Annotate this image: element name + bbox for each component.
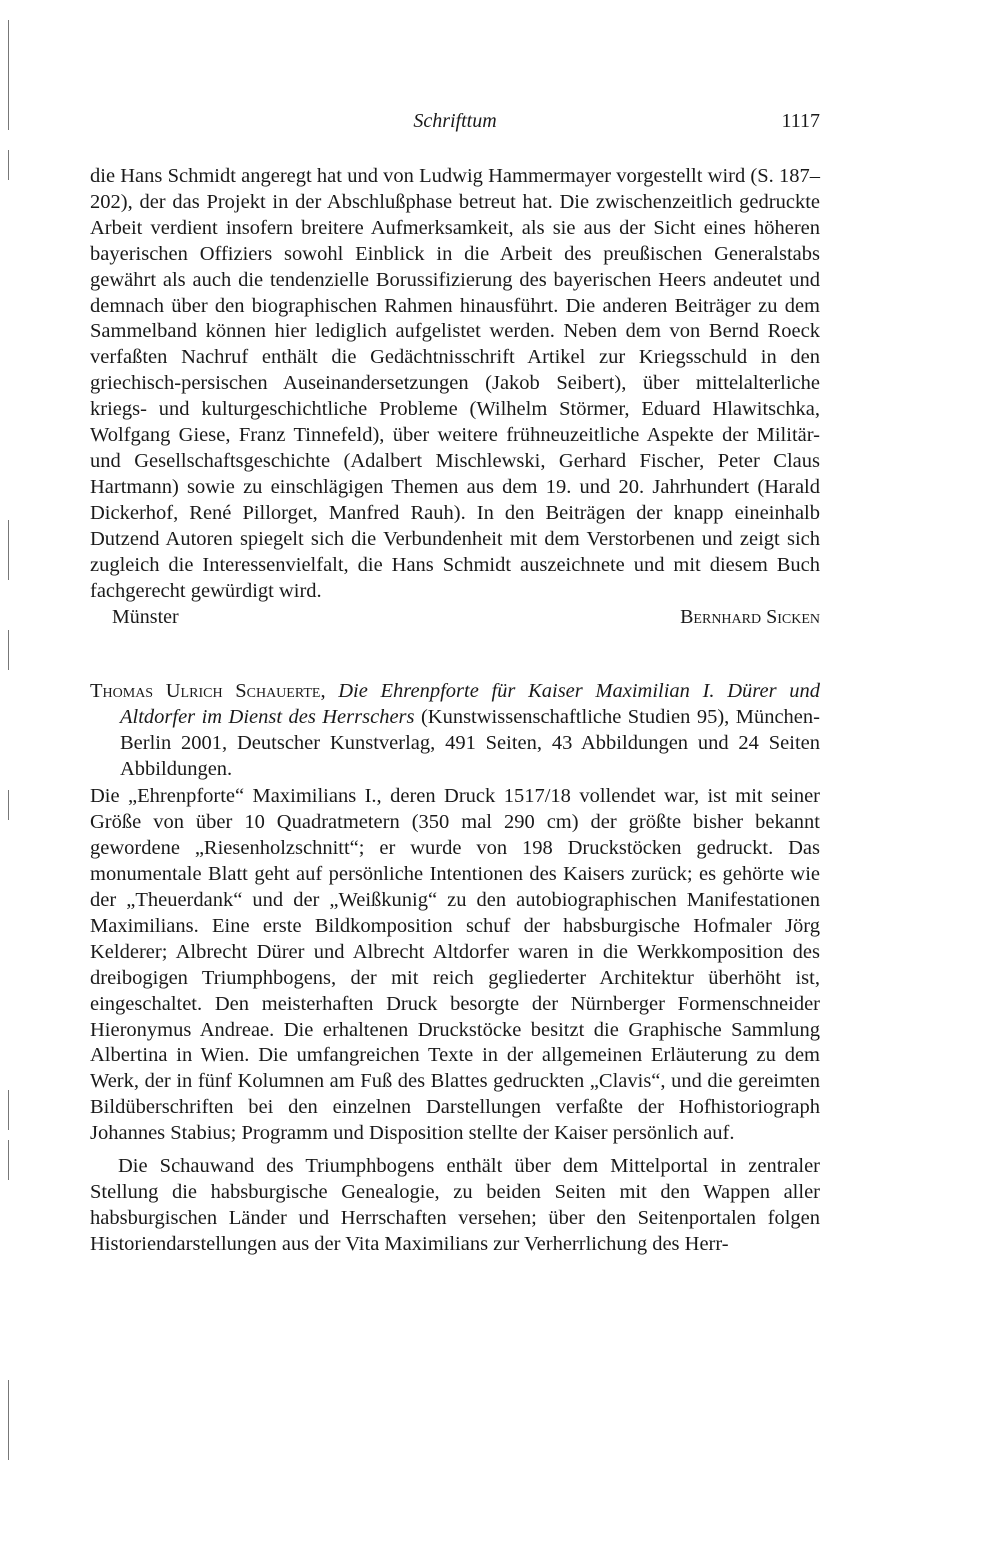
scan-margin-mark (8, 1090, 9, 1130)
review-paragraph: die Hans Schmidt angeregt hat und von Ludwig Hammermayer vorgestellt wird (S. 187–202), der das Projekt in der Abschlußphase betreut hat. Die zwischenzeitlich gedruckte Arbeit verdient insofern breitere Aufmerksamkeit, als sie aus der Sicht eines höheren bayerischen Offiziers sowohl Einblick in die Arbeit des preußischen Generalstabs gewährt als auch die tendenzielle Borussifizierung des bayerischen Heers andeutet und demnach über den biographischen Rahmen hinausführt. Die anderen Beiträger zu dem Sammelband können hier lediglich aufgelistet werden. Neben dem von Bernd Roeck verfaßten Nachruf enthält die Gedächtnisschrift Artikel zur Kriegsschuld in den griechisch-persischen Auseinandersetzungen (Jakob Seibert), über mittelalterliche kriegs- und kulturgeschichtliche Probleme (Wilhelm Störmer, Eduard Hlawitschka, Wolfgang Giese, Franz Tinnefeld), über weitere frühneuzeitliche Aspekte der Militär- und Gesellschaftsgeschichte (Adalbert Mischlewski, Gerhard Fischer, Peter Claus Hartmann) sowie zu einschlägigen Themen aus dem 19. und 20. Jahrhundert (Harald Dickerhof, René Pillorget, Manfred Rauh). In den Beiträgen der knapp eineinhalb Dutzend Autoren spiegelt sich die Verbundenheit mit dem Verstorbenen und zeigt sich zugleich die Interessenvielfalt, die Hans Schmidt auszeichnete und mit diesem Buch fachgerecht gewürdigt wird. (90, 165, 820, 602)
scan-margin-mark (8, 150, 9, 180)
review-signature (90, 606, 820, 634)
review-continued (90, 164, 820, 634)
scan-margin-mark (8, 630, 9, 670)
book-citation (90, 678, 820, 782)
new-review (90, 678, 820, 1257)
review-paragraph: Die Schauwand des Triumphbogens enthält über dem Mittelportal in zentraler Stellung die habsburgische Genealogie, zu beiden Seiten mit den Wappen aller habsburgischen Länder und Herrschaften versehen; über den Seitenportalen folgen Historiendarstellungen aus der Vita Maximilians zur Verherrlichung des Herr- (90, 1155, 820, 1255)
citation-details: (Kunstwissenschaftliche Studien 95), München-Berlin 2001, Deutscher Kunstverlag, 491 Seiten, 43 Abbildungen und 24 Seiten Abbildungen. (120, 706, 820, 781)
citation-title: Die Ehrenpforte für Kaiser Maximilian I. Dürer und Altdorfer im Dienst des Herrschers (120, 680, 820, 729)
citation-author: Thomas Ulrich Schauerte, (90, 680, 326, 703)
scan-margin-mark (8, 520, 9, 580)
scan-margin-mark (8, 1140, 9, 1180)
running-head (90, 110, 820, 140)
page-number: 1117 (781, 110, 820, 132)
review-place: Münster (112, 606, 179, 629)
running-head-title: Schrifttum (413, 110, 497, 132)
review-paragraph: Die „Ehrenpforte“ Maximilians I., deren Druck 1517/18 vollendet war, ist mit seiner Größe von über 10 Quadratmetern (350 mal 290 cm) der größte bisher bekannt gewordene „Riesenholzschnitt“; er wurde von 198 Druckstöcken gedruckt. Das monumentale Blatt geht auf persönliche Intentionen des Kaisers zurück; es gehörte wie der „Theuerdank“ und der „Weißkunig“ zu den autobiographischen Manifestationen Maximilians. Eine erste Bildkomposition schuf der habsburgische Hofmaler Jörg Kelderer; Albrecht Dürer und Albrecht Altdorfer waren in die Werkkomposition des dreibogigen Triumphbogens, der mit reich gegliederter Architektur überhöht ist, eingeschaltet. Den meisterhaften Druck besorgte der Nürnberger Formenschneider Hieronymus Andreae. Die erhaltenen Druckstöcke besitzt die Graphische Sammlung Albertina in Wien. Die umfangreichen Texte in der allgemeinen Erläuterung zu dem Werk, der in fünf Kolumnen am Fuß des Blattes gedruckten „Clavis“, und die gereimten Bildüberschriften bei den einzelnen Darstellungen verfaßte der Hofhistoriograph Johannes Stabius; Programm und Disposition stellte der Kaiser persönlich auf. (90, 785, 820, 1145)
book-page (90, 110, 820, 1258)
scan-margin-mark (8, 20, 9, 130)
scan-margin-mark (8, 1380, 9, 1460)
reviewer-name: Bernhard Sicken (680, 606, 820, 629)
scan-margin-mark (8, 790, 9, 820)
